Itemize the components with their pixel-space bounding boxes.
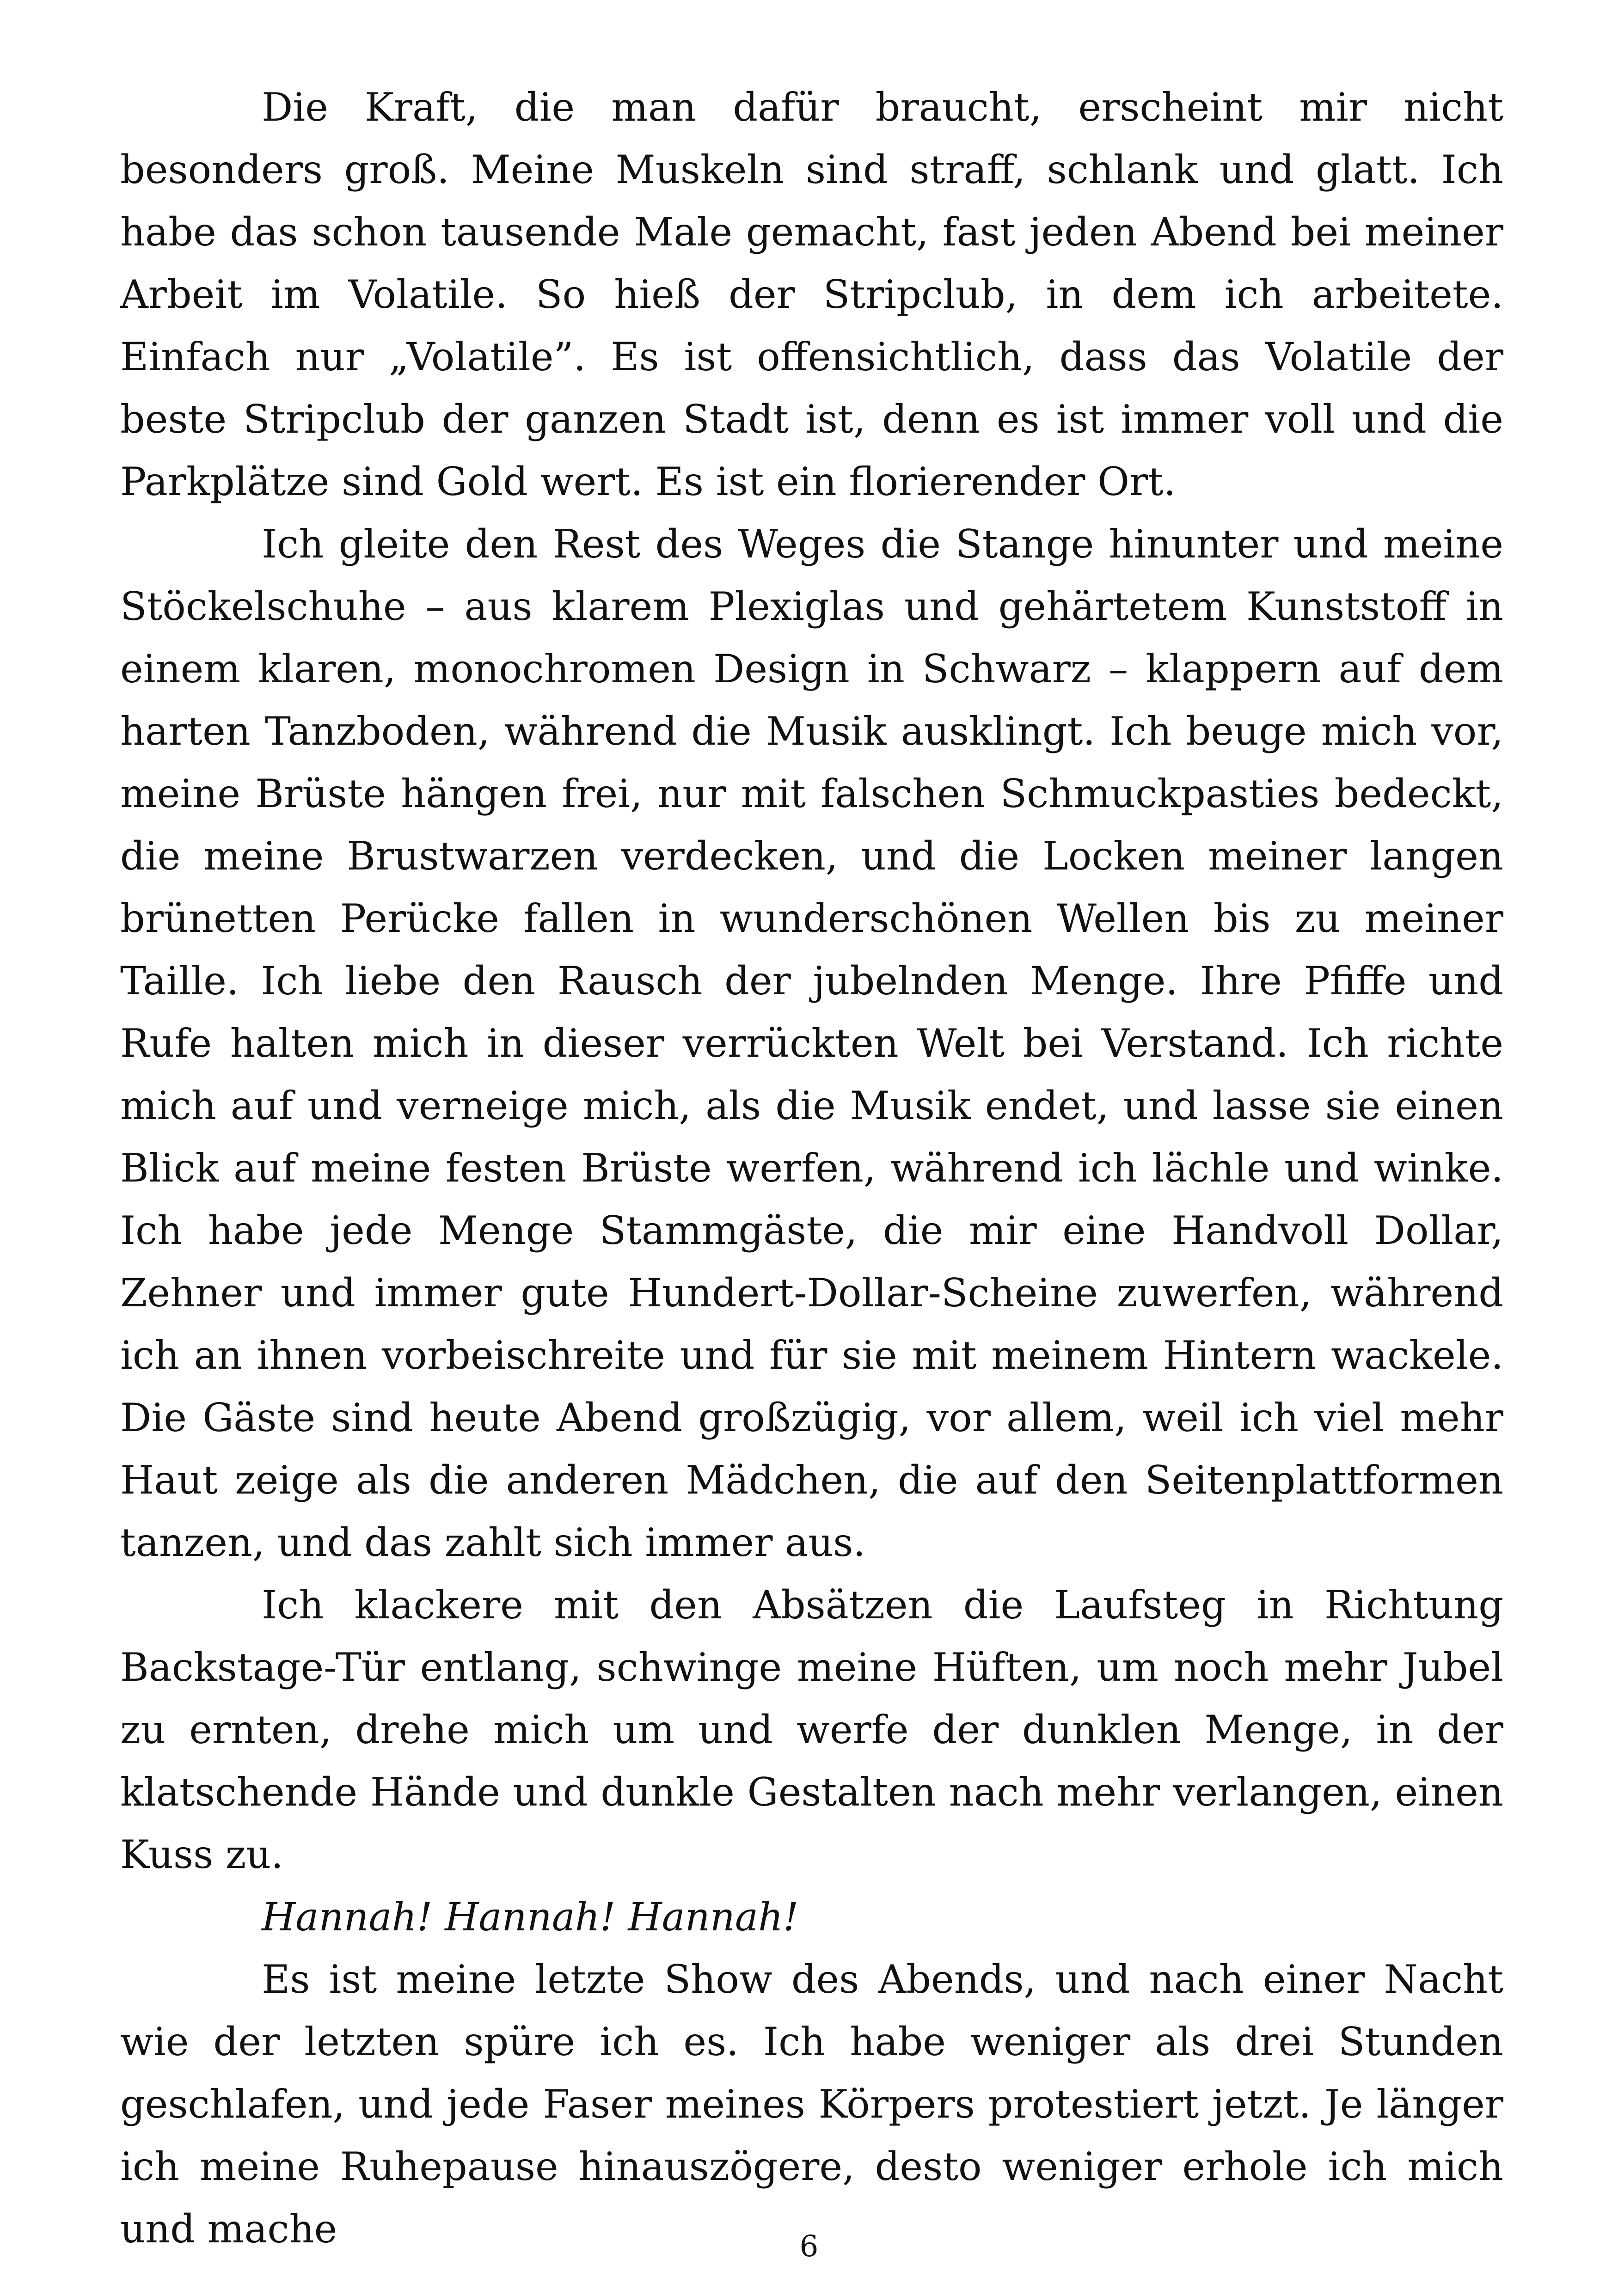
paragraph-3: Ich klackere mit den Absätzen die Laufsteg in Richtung Backstage-Tür entlang, schwinge meine Hüften, um noch mehr Jubel zu ernten, drehe mich um und werfe der dunklen Menge, in der klatschende Hände und dunkle Gestalten nach mehr verlangen, einen Kuss zu. xyxy=(120,1582,1503,1877)
paragraph-2: Ich gleite den Rest des Weges die Stange hinunter und meine Stöckelschuhe – aus klarem Plexiglas und gehärtetem Kunststoff in einem klaren, monochromen Design in Schwarz – klappern auf dem harten Tanzboden, während die Musik ausklingt. Ich beuge mich vor, meine Brüste hängen frei, nur mit falschen Schmuckpasties bedeckt, die meine Brustwarzen verdecken, und die Locken meiner langen brünetten Perücke fallen in wunderschönen Wellen bis zu meiner Taille. Ich liebe den Rausch der jubelnden Menge. Ihre Pfiffe und Rufe halten mich in dieser verrückten Welt bei Verstand. Ich richte mich auf und verneige mich, als die Musik endet, und lasse sie einen Blick auf meine festen Brüste werfen, während ich lächle und winke. Ich habe jede Menge Stammgäste, die mir eine Handvoll Dollar, Zehner und immer gute Hundert-Dollar-Scheine zuwerfen, während ich an ihnen vorbeischreite und für sie mit meinem Hintern wackele. Die Gäste sind heute Abend großzügig, vor allem, weil ich viel mehr Haut zeige als die anderen Mädchen, die auf den Seitenplattformen tanzen, und das zahlt sich immer aus. xyxy=(120,521,1503,1565)
page-body xyxy=(120,76,1503,2260)
page-number: 6 xyxy=(799,2229,819,2264)
paragraph-5: Es ist meine letzte Show des Abends, und nach einer Nacht wie der letzten spüre ich es. Ich habe weniger als drei Stunden geschlafen, und jede Faser meines Körpers protestiert jetzt. Je länger ich meine Ruhepause hinauszögere, desto weniger erhole ich mich und mache xyxy=(120,1957,1503,2252)
paragraph-4-exclamation: Hannah! Hannah! Hannah! xyxy=(262,1894,799,1940)
paragraph-1: Die Kraft, die man dafür braucht, erscheint mir nicht besonders groß. Meine Muskeln sind straff, schlank und glatt. Ich habe das schon tausende Male gemacht, fast jeden Abend bei meiner Arbeit im Volatile. So hieß der Stripclub, in dem ich arbeitete. Einfach nur „Volatile”. Es ist offensichtlich, dass das Volatile der beste Stripclub der ganzen Stadt ist, denn es ist immer voll und die Parkplätze sind Gold wert. Es ist ein florierender Ort. xyxy=(120,85,1503,504)
